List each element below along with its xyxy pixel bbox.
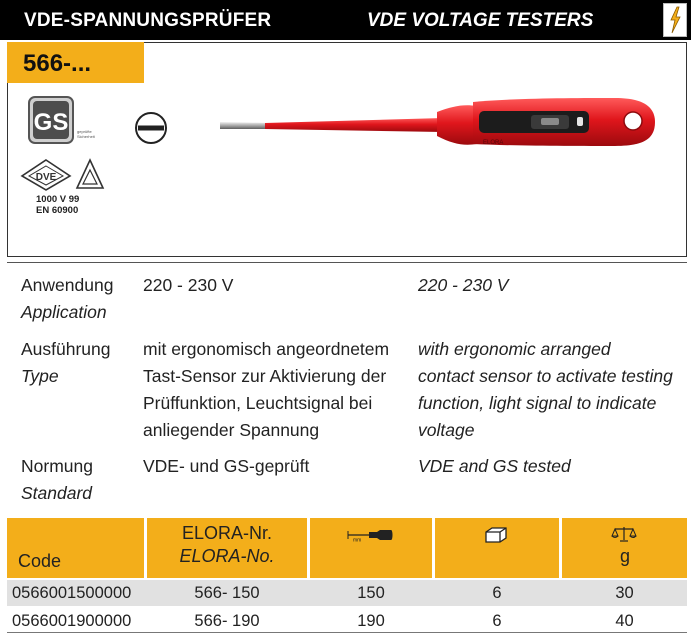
- column-divider: [559, 518, 562, 578]
- title-english: VDE VOLTAGE TESTERS: [367, 10, 594, 31]
- column-header-elora-en: ELORA-No.: [179, 546, 275, 566]
- spec-label-standard-en: Standard: [21, 483, 93, 503]
- row2-elora-number: 566- 190: [194, 612, 260, 630]
- spec-label-application-de: Anwendung: [21, 275, 114, 295]
- spec-label-standard-de: Normung: [21, 456, 93, 476]
- section-divider: [7, 262, 687, 263]
- row1-code: 0566001500000: [12, 584, 132, 602]
- svg-text:mm: mm: [353, 537, 362, 544]
- voltage-rating: 1000 V 99: [36, 194, 80, 205]
- package-quantity-icon: [484, 526, 508, 544]
- page-header: [0, 0, 691, 40]
- blade-length-mm-icon: [347, 528, 393, 542]
- row2-length: 190: [357, 612, 385, 630]
- spec-value-type-en-line1: with ergonomic arranged: [418, 339, 611, 359]
- row2-quantity: 6: [492, 612, 502, 630]
- spec-value-type-en-line4: voltage: [418, 420, 475, 440]
- column-header-code: Code: [18, 551, 62, 571]
- svg-text:GS: GS: [33, 109, 69, 136]
- svg-text:DVE: DVE: [35, 172, 57, 183]
- vde-certification-icon: [20, 158, 72, 192]
- product-code-badge: [7, 42, 144, 83]
- product-code-prefix: 566-...: [23, 50, 92, 77]
- lightning-bolt-icon: [663, 3, 687, 37]
- slotted-tip-icon: [134, 111, 168, 145]
- spec-value-type-de-line4: anliegender Spannung: [143, 420, 320, 440]
- spec-label-application-en: Application: [21, 302, 107, 322]
- row2-weight: 40: [615, 612, 634, 630]
- insulation-triangle-icon: [75, 158, 105, 192]
- gs-certification-icon: [27, 95, 95, 147]
- column-divider: [307, 518, 310, 578]
- row1-elora-number: 566- 150: [194, 584, 260, 602]
- column-header-elora-de: ELORA-Nr.: [181, 523, 273, 543]
- column-header-weight-unit: g: [619, 546, 630, 566]
- svg-text:Sicherheit: Sicherheit: [77, 134, 95, 139]
- row1-quantity: 6: [492, 584, 502, 602]
- column-divider: [432, 518, 435, 578]
- title-german: VDE-SPANNUNGSPRÜFER: [24, 10, 272, 31]
- scale-weight-icon: [611, 526, 637, 542]
- spec-label-type-de: Ausführung: [21, 339, 111, 359]
- spec-value-type-de-line3: Prüffunktion, Leuchtsignal bei: [143, 393, 373, 413]
- row1-weight: 30: [615, 584, 634, 602]
- table-bottom-rule: [7, 632, 687, 633]
- svg-text:geprüfte: geprüfte: [77, 129, 92, 134]
- spec-value-application-en: 220 - 230 V: [418, 275, 509, 295]
- spec-value-application-de: 220 - 230 V: [143, 275, 234, 295]
- row2-code: 0566001900000: [12, 612, 132, 630]
- spec-value-type-de-line1: mit ergonomisch angeordnetem: [143, 339, 390, 359]
- spec-value-type-en-line3: function, light signal to indicate: [418, 393, 657, 413]
- standard-rating: EN 60900: [36, 205, 79, 216]
- row1-length: 150: [357, 584, 385, 602]
- spec-value-type-en-line2: contact sensor to activate testing: [418, 366, 673, 386]
- spec-value-standard-de: VDE- und GS-geprüft: [143, 456, 310, 476]
- spec-value-standard-en: VDE and GS tested: [418, 456, 571, 476]
- svg-text:ELORA: ELORA: [483, 140, 504, 146]
- voltage-tester-image: [215, 88, 660, 158]
- spec-value-type-de-line2: Tast-Sensor zur Aktivierung der: [143, 366, 387, 386]
- spec-label-type-en: Type: [21, 366, 59, 386]
